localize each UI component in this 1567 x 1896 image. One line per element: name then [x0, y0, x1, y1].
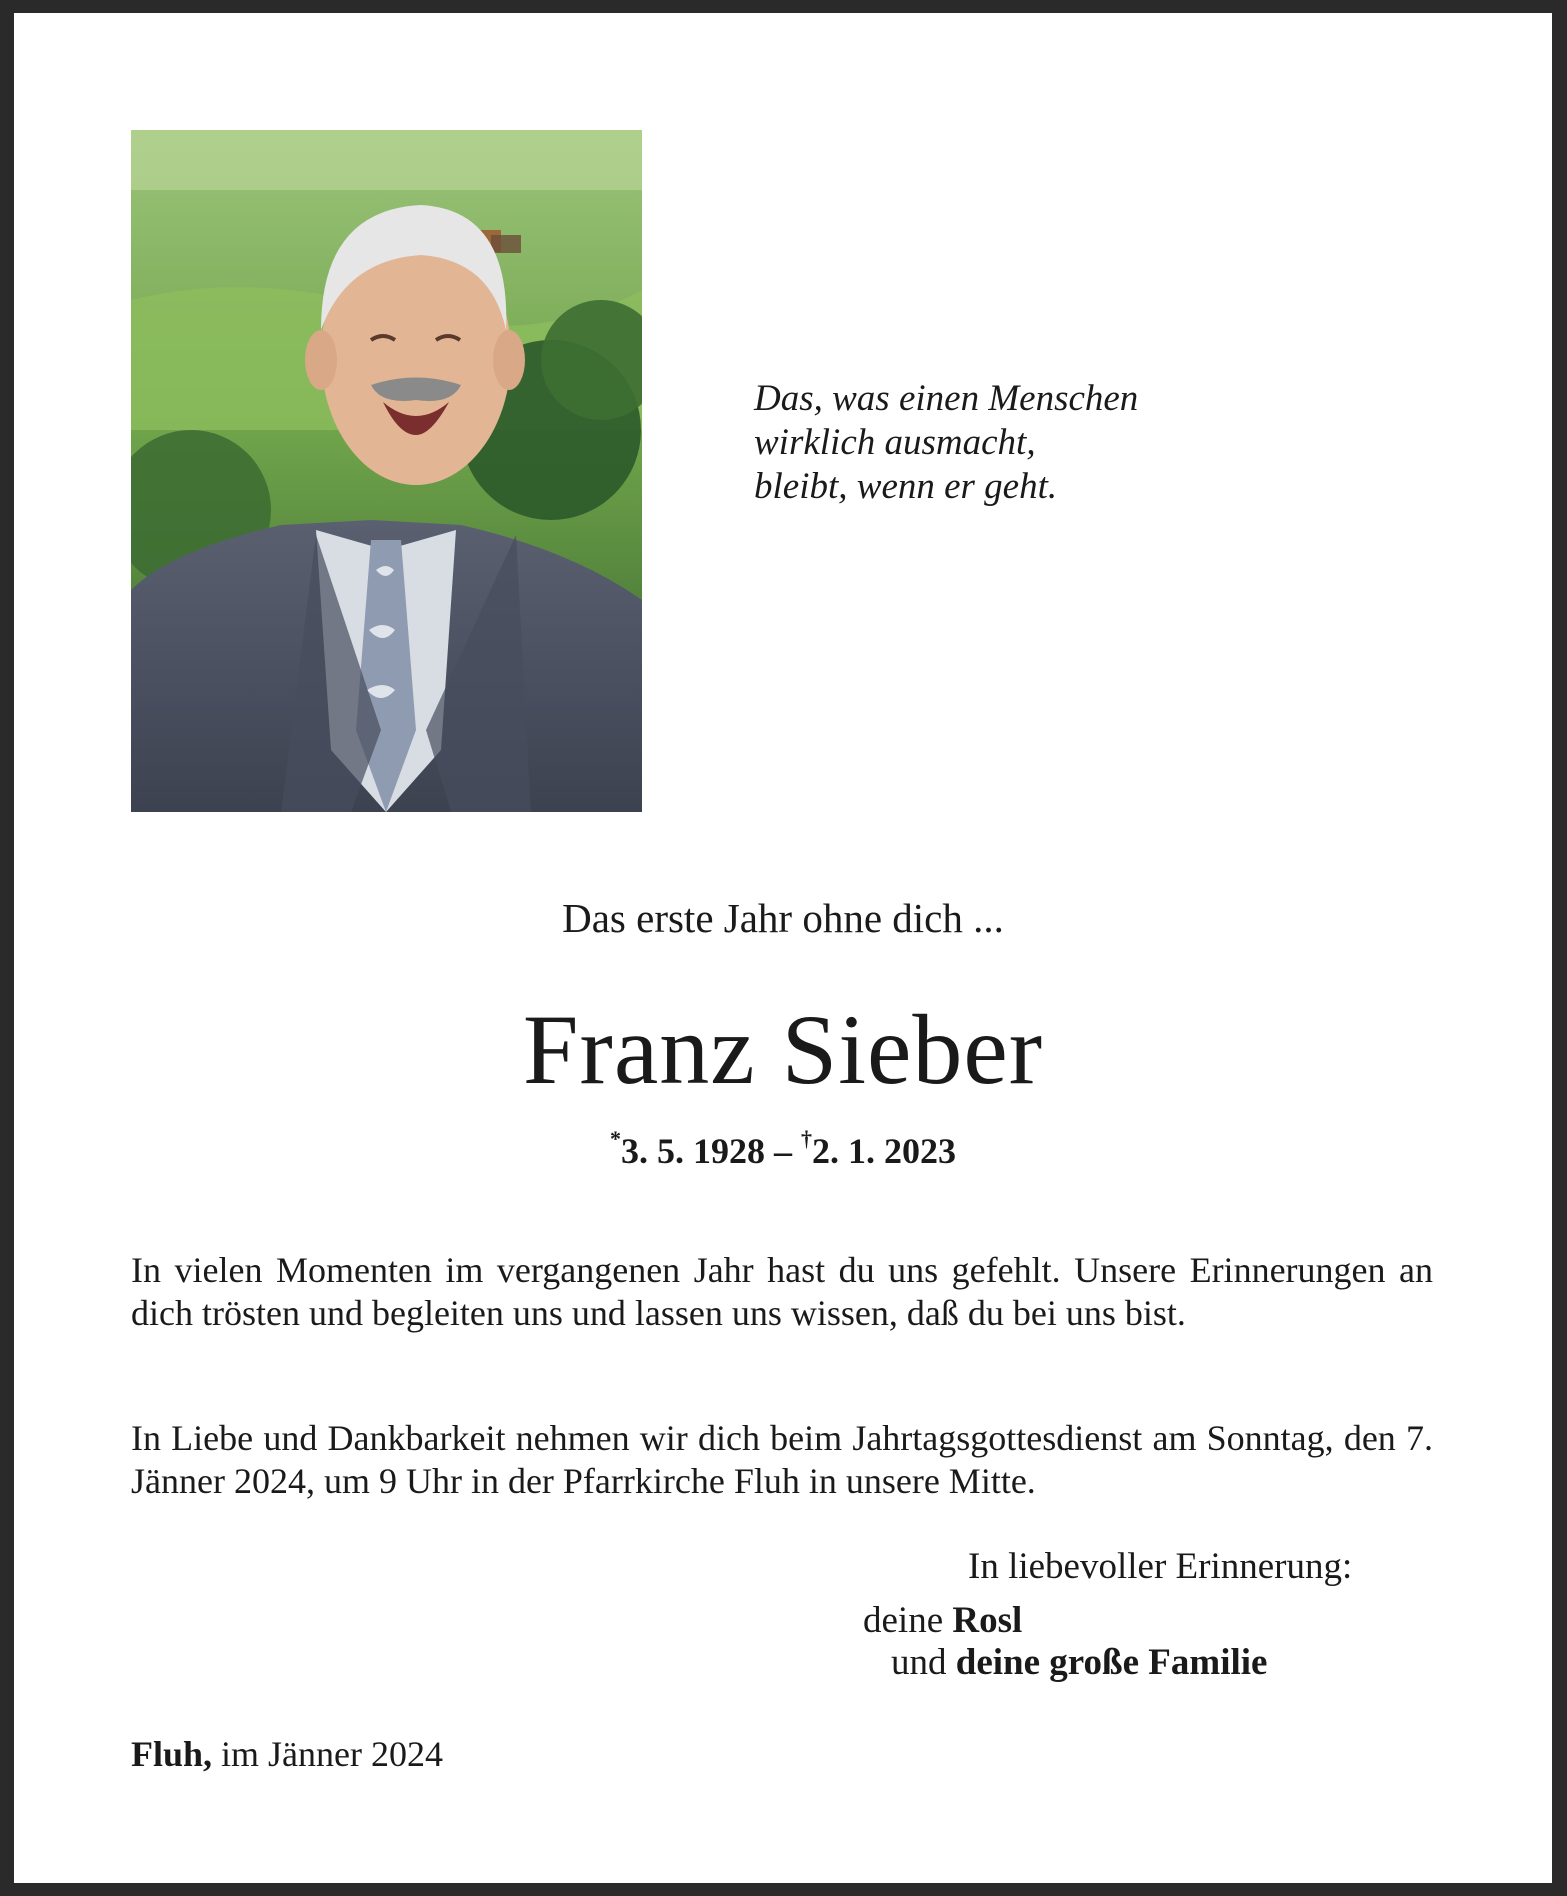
signature-prefix: deine	[863, 1600, 953, 1641]
quote-line: wirklich ausmacht,	[754, 422, 1036, 463]
signature-line-2	[891, 1641, 1267, 1685]
signature-family: deine große Familie	[955, 1642, 1268, 1683]
date-separator: –	[765, 1131, 801, 1171]
obituary-page	[14, 13, 1552, 1883]
portrait-photo	[131, 130, 642, 812]
paragraph-memories: In vielen Momenten im vergangenen Jahr hast du uns gefehlt. Unsere Erinnerungen an dich trösten und begleiten uns und lassen uns wissen, daß du bei uns bist.	[131, 1250, 1433, 1333]
place-town: Fluh,	[131, 1734, 213, 1774]
birth-symbol: *	[610, 1126, 621, 1151]
signature-prefix: und	[891, 1642, 956, 1683]
signature-intro: In liebevoller Erinnerung:	[968, 1546, 1353, 1587]
paragraph-service: In Liebe und Dankbarkeit nehmen wir dich beim Jahrtagsgottesdienst am Sonntag, den 7. Jänner 2024, um 9 Uhr in der Pfarrkirche Fluh in unsere Mitte.	[131, 1418, 1433, 1501]
portrait-photo-icon	[131, 130, 642, 812]
death-symbol: †	[801, 1126, 812, 1151]
life-dates	[14, 1121, 1552, 1173]
deceased-name: Franz Sieber	[522, 994, 1044, 1105]
signature-name: Rosl	[952, 1600, 1023, 1641]
quote-line: Das, was einen Menschen	[754, 378, 1139, 419]
signature-line-1	[863, 1599, 1022, 1643]
death-date: 2. 1. 2023	[812, 1131, 956, 1171]
place-date	[131, 1732, 443, 1776]
quote-line: bleibt, wenn er geht.	[754, 466, 1058, 507]
birth-date: 3. 5. 1928	[621, 1131, 765, 1171]
place-date-text: im Jänner 2024	[212, 1734, 444, 1774]
heading: Das erste Jahr ohne dich ...	[562, 895, 1004, 941]
quote	[754, 377, 1138, 509]
